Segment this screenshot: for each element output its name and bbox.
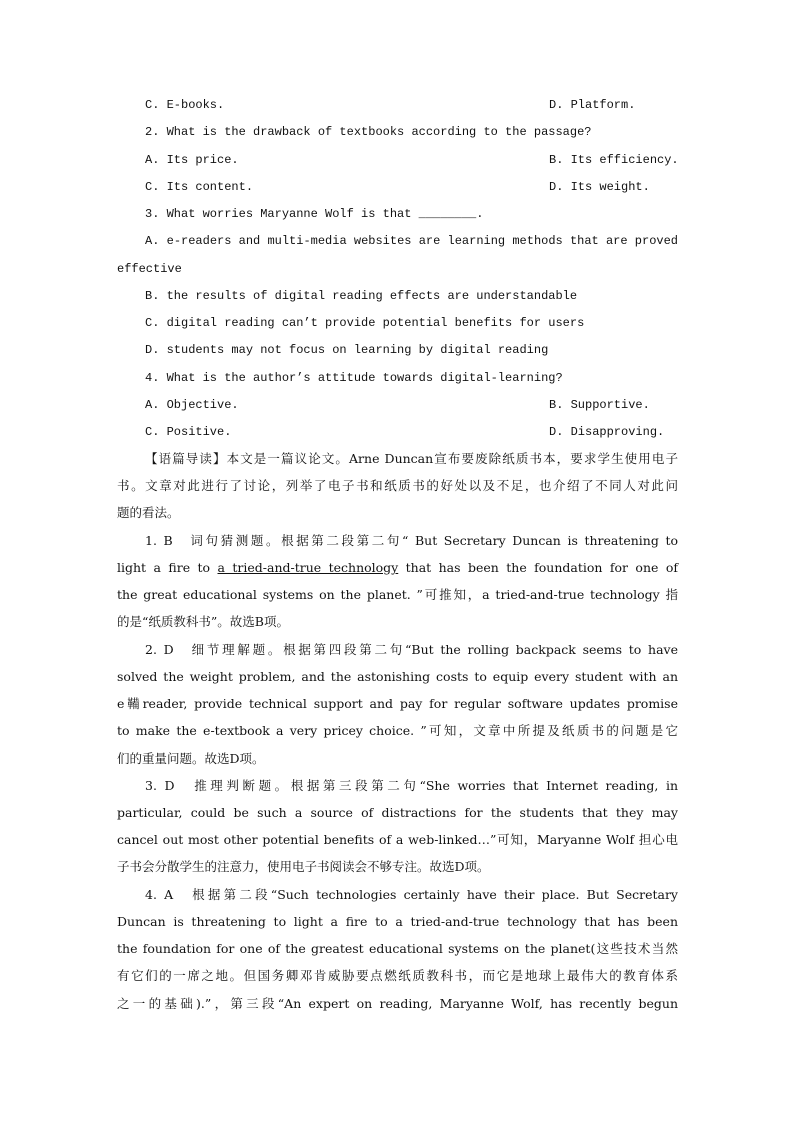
q3-option-a: A. e-readers and multi-media websites are learning methods that are proved	[145, 234, 678, 248]
answer-1-text-pre: light a fire to	[117, 560, 218, 575]
q1-option-d: D. Platform.	[549, 98, 636, 112]
q4-option-b: B. Supportive.	[549, 398, 650, 412]
guide-line-3: 题的看法。	[117, 505, 180, 520]
answer-1-line-2	[117, 559, 678, 577]
answer-1-line-4: 的是“纸质教科书”。故选B项。	[117, 614, 289, 629]
guide-line-2: 书。文章对此进行了讨论，列举了电子书和纸质书的好处以及不足，也介绍了不同人对此问	[117, 478, 678, 493]
q4-stem: 4. What is the author’s attitude towards digital-learning?	[145, 371, 563, 385]
q4-options-row-2	[145, 423, 678, 441]
q4-options-row-1	[145, 396, 678, 414]
answer-4-line-4: 有它们的一席之地。但国务卿邓肯威胁要点燃纸质教科书，而它是地球上最伟大的教育体系	[117, 968, 678, 983]
answer-3-line-3: cancel out most other potential benefits of a web-linked…”可知，Maryanne Wolf 担心电	[117, 832, 678, 847]
answer-2-line-4: to make the e-textbook a very pricey choice. ”可知，文章中所提及纸质书的问题是它	[117, 723, 678, 738]
q3-option-a-cont: effective	[117, 262, 182, 276]
q3-option-c: C. digital reading can’t provide potential benefits for users	[145, 316, 585, 330]
q2-option-d: D. Its weight.	[549, 180, 650, 194]
answer-2-line-2: solved the weight problem, and the astonishing costs to equip every student with an	[117, 669, 678, 684]
answer-2-line-3: e鞴reader, provide technical support and pay for regular software updates promise	[117, 696, 678, 711]
answer-1-line-1: 1. B 词句猜测题。根据第二段第二句“ But Secretary Duncan is threatening to	[145, 533, 678, 548]
answer-4-line-5: 之一的基础).”，第三段“An expert on reading, Maryanne Wolf, has recently begun	[117, 996, 678, 1011]
q3-stem: 3. What worries Maryanne Wolf is that ________.	[145, 207, 484, 221]
q3-option-b: B. the results of digital reading effects are understandable	[145, 289, 578, 303]
q1-options-row	[145, 96, 678, 114]
q4-option-c: C. Positive.	[145, 425, 232, 439]
q2-option-b: B. Its efficiency.	[549, 153, 679, 167]
answer-4-line-3: the foundation for one of the greatest educational systems on the planet(这些技术当然	[117, 941, 678, 956]
answer-1-line-3: the great educational systems on the planet. ”可推知，a tried-and-true technology 指	[117, 587, 678, 602]
answer-3-line-4: 子书会分散学生的注意力，使用电子书阅读会不够专注。故选D项。	[117, 859, 490, 874]
answer-2-line-1: 2. D 细节理解题。根据第四段第二句“But the rolling backpack seems to have	[145, 642, 678, 657]
q2-stem: 2. What is the drawback of textbooks according to the passage?	[145, 125, 592, 139]
answer-1-text-post: that has been the foundation for one of	[398, 560, 678, 575]
q2-option-a: A. Its price.	[145, 153, 239, 167]
answer-3-line-1: 3. D 推理判断题。根据第三段第二句“She worries that Internet reading, in	[145, 778, 678, 793]
answer-1-underlined-phrase: a tried-and-true technology	[217, 560, 399, 575]
q1-option-c: C. E-books.	[145, 98, 225, 112]
answer-4-line-2: Duncan is threatening to light a fire to a tried-and-true technology that has been	[117, 914, 678, 929]
answer-4-line-1: 4. A 根据第二段“Such technologies certainly have their place. But Secretary	[145, 887, 678, 902]
guide-line-1: 【语篇导读】本文是一篇议论文。Arne Duncan宣布要废除纸质书本，要求学生使用电子	[145, 451, 678, 466]
q2-options-row-2	[145, 178, 678, 196]
q2-options-row-1	[145, 151, 678, 169]
q4-option-d: D. Disapproving.	[549, 425, 665, 439]
q4-option-a: A. Objective.	[145, 398, 239, 412]
answer-2-line-5: 们的重量问题。故选D项。	[117, 751, 265, 766]
q2-option-c: C. Its content.	[145, 180, 254, 194]
q3-option-d: D. students may not focus on learning by digital reading	[145, 343, 549, 357]
answer-3-line-2: particular, could be such a source of distractions for the students that they may	[117, 805, 678, 820]
